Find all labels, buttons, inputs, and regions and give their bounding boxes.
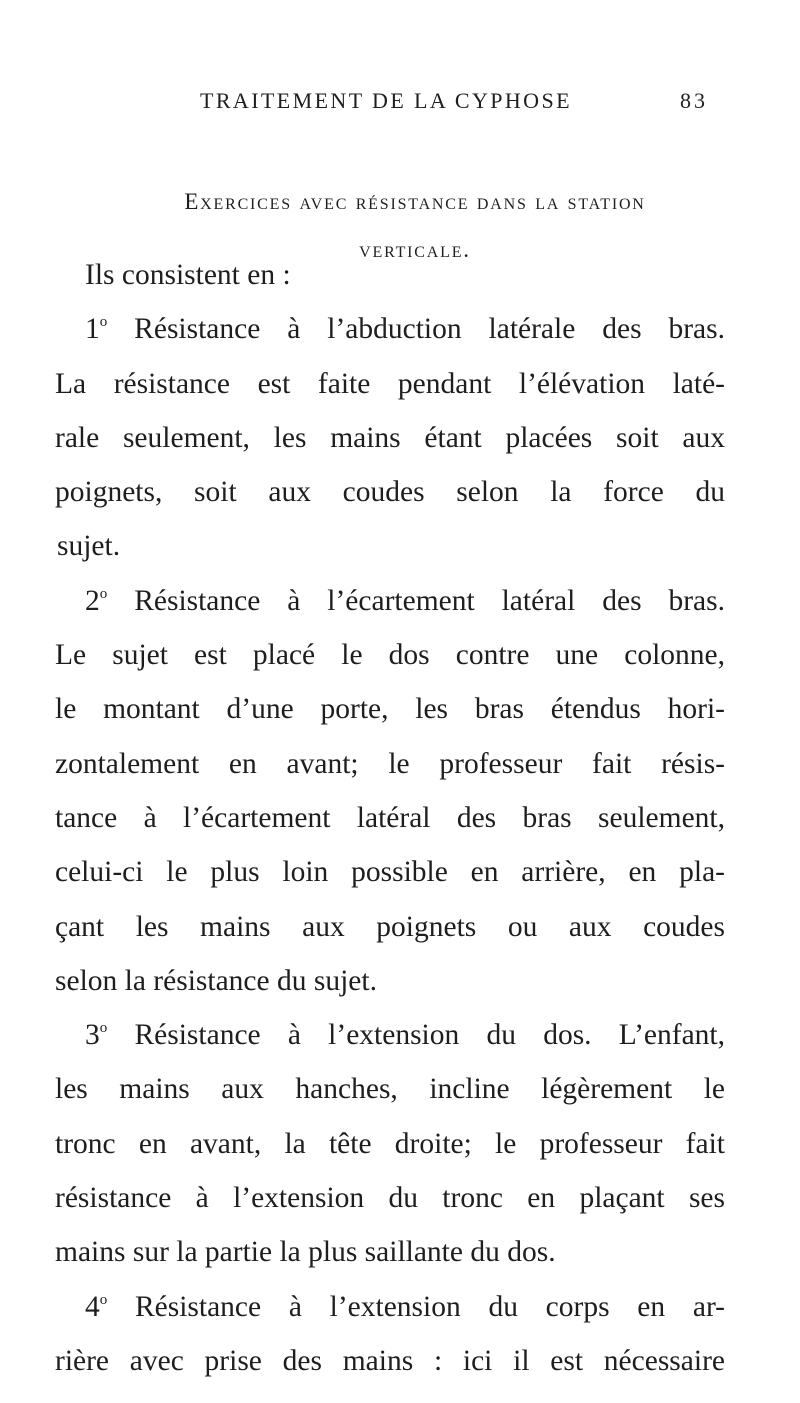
section-heading-line-2: verticale. [359, 237, 471, 262]
body-line: le montant d’une porte, les bras étendus hori- [55, 693, 725, 726]
body-line: Le sujet est placé le dos contre une colonne, [55, 639, 725, 672]
body-line: çant les mains aux poignets ou aux coudes [55, 910, 725, 943]
body-line: Ils consistent en : [85, 259, 291, 291]
body-line: rale seulement, les mains étant placées soit aux [55, 421, 725, 454]
body-line: tronc en avant, la tête droite; le professeur fait [55, 1127, 725, 1160]
body-line: résistance à l’extension du tronc en plaçant ses [55, 1182, 725, 1215]
section-heading-line-1: Exercices avec résistance dans la station [184, 189, 646, 214]
item-number-4: 4$^o$ [85, 1290, 108, 1323]
body-line: rière avec prise des mains : ici il est nécessaire [55, 1344, 725, 1377]
body-line: tance à l’écartement latéral des bras seulement, [55, 801, 725, 834]
list-item-4: 4$^o$ Résistance à l’extension du corps en ar- [85, 1290, 725, 1323]
body-line: poignets, soit aux coudes selon la force du [55, 476, 725, 509]
page-number: 83 [680, 88, 708, 113]
running-head [0, 88, 800, 124]
list-item-1: 1$^o$ Résistance à l’abduction latérale des bras. [85, 313, 725, 346]
body-line: mains sur la partie la plus saillante du dos. [55, 1236, 556, 1269]
body-line: La résistance est faite pendant l’élévation laté- [55, 367, 725, 400]
item-number-1: 1$^o$ [85, 313, 108, 346]
body-line: les mains aux hanches, incline légèrement le [55, 1073, 725, 1106]
body-line: sujet. [57, 530, 121, 563]
body-line: selon la résistance du sujet. [55, 964, 377, 997]
running-title: TRAITEMENT DE LA CYPHOSE [200, 88, 572, 113]
list-item-2: 2$^o$ Résistance à l’écartement latéral des bras. [85, 584, 726, 617]
body-line: zontalement en avant; le professeur fait résis- [55, 747, 725, 780]
item-number-3: 3$^o$ [85, 1019, 108, 1052]
body-line: celui-ci le plus loin possible en arrière, en pla- [55, 856, 725, 889]
list-item-3: 3$^o$ Résistance à l’extension du dos. L’enfant, [85, 1019, 726, 1052]
item-number-2: 2$^o$ [85, 584, 108, 617]
body-text [55, 248, 725, 1388]
